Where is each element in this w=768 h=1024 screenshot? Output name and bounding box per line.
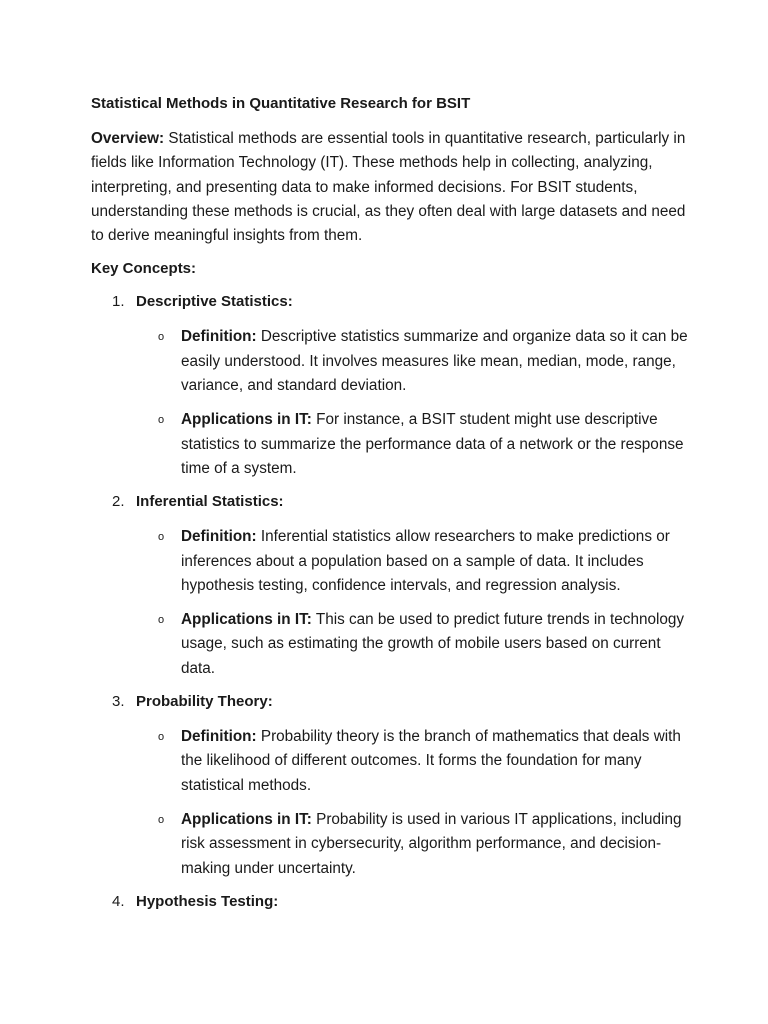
item-label: Definition: <box>181 528 257 546</box>
list-item <box>158 525 691 598</box>
concept-descriptive-statistics <box>91 292 691 481</box>
overview-label: Overview: <box>91 130 165 147</box>
document-page <box>91 94 691 925</box>
overview-text: Statistical methods are essential tools in quantitative research, particularly in fields like Information Technology (IT). These methods help in collecting, analyzing, interpreting, and presenting data to make informed decisions. For BSIT students, understanding these methods is crucial, as they often deal with large datasets and need to derive meaningful insights from them. <box>91 130 686 245</box>
concept-number: 3. <box>112 693 125 711</box>
bullet-icon: o <box>158 414 165 427</box>
item-label: Applications in IT: <box>181 411 312 429</box>
concept-heading: Probability Theory: <box>136 693 273 711</box>
list-item <box>158 608 691 681</box>
item-text: Probability is used in various IT applications, including risk assessment in cybersecurity, algorithm performance, and decision-making under uncertainty. <box>181 810 682 877</box>
bullet-icon: o <box>158 614 165 627</box>
item-label: Definition: <box>181 328 257 346</box>
bullet-icon: o <box>158 731 165 744</box>
list-item <box>158 808 691 881</box>
concept-heading: Hypothesis Testing: <box>136 892 279 910</box>
concept-inferential-statistics <box>91 492 691 681</box>
item-text: This can be used to predict future trends in technology usage, such as estimating the growth of mobile users based on current data. <box>181 611 685 677</box>
item-text: Probability theory is the branch of mathematics that deals with the likelihood of different outcomes. It forms the foundation for many statistical methods. <box>181 728 681 794</box>
list-item <box>158 408 691 481</box>
item-label: Applications in IT: <box>181 810 312 828</box>
item-label: Definition: <box>181 728 257 746</box>
concept-number: 4. <box>112 892 125 910</box>
item-text: Descriptive statistics summarize and organize data so it can be easily understood. It involves measures like mean, median, mode, range, variance, and standard deviation. <box>181 328 688 395</box>
bullet-icon: o <box>158 813 165 826</box>
overview-paragraph <box>91 127 691 248</box>
item-text: For instance, a BSIT student might use descriptive statistics to summarize the performance data of a network or the response time of a system. <box>181 411 684 477</box>
key-concepts-heading: Key Concepts: <box>91 260 197 278</box>
concept-number: 1. <box>112 293 125 311</box>
item-label: Applications in IT: <box>181 611 312 629</box>
document-title: Statistical Methods in Quantitative Research for BSIT <box>91 95 471 112</box>
concept-hypothesis-testing <box>91 892 691 912</box>
bullet-icon: o <box>158 331 165 344</box>
list-item <box>158 725 691 798</box>
concept-probability-theory <box>91 692 691 881</box>
concept-heading: Descriptive Statistics: <box>136 293 293 311</box>
list-item <box>158 325 691 398</box>
bullet-icon: o <box>158 531 165 544</box>
item-text: Inferential statistics allow researchers to make predictions or inferences about a population based on a sample of data. It includes hypothesis testing, confidence intervals, and regression analysis. <box>181 528 670 594</box>
concept-number: 2. <box>112 493 125 511</box>
concept-heading: Inferential Statistics: <box>136 493 284 511</box>
